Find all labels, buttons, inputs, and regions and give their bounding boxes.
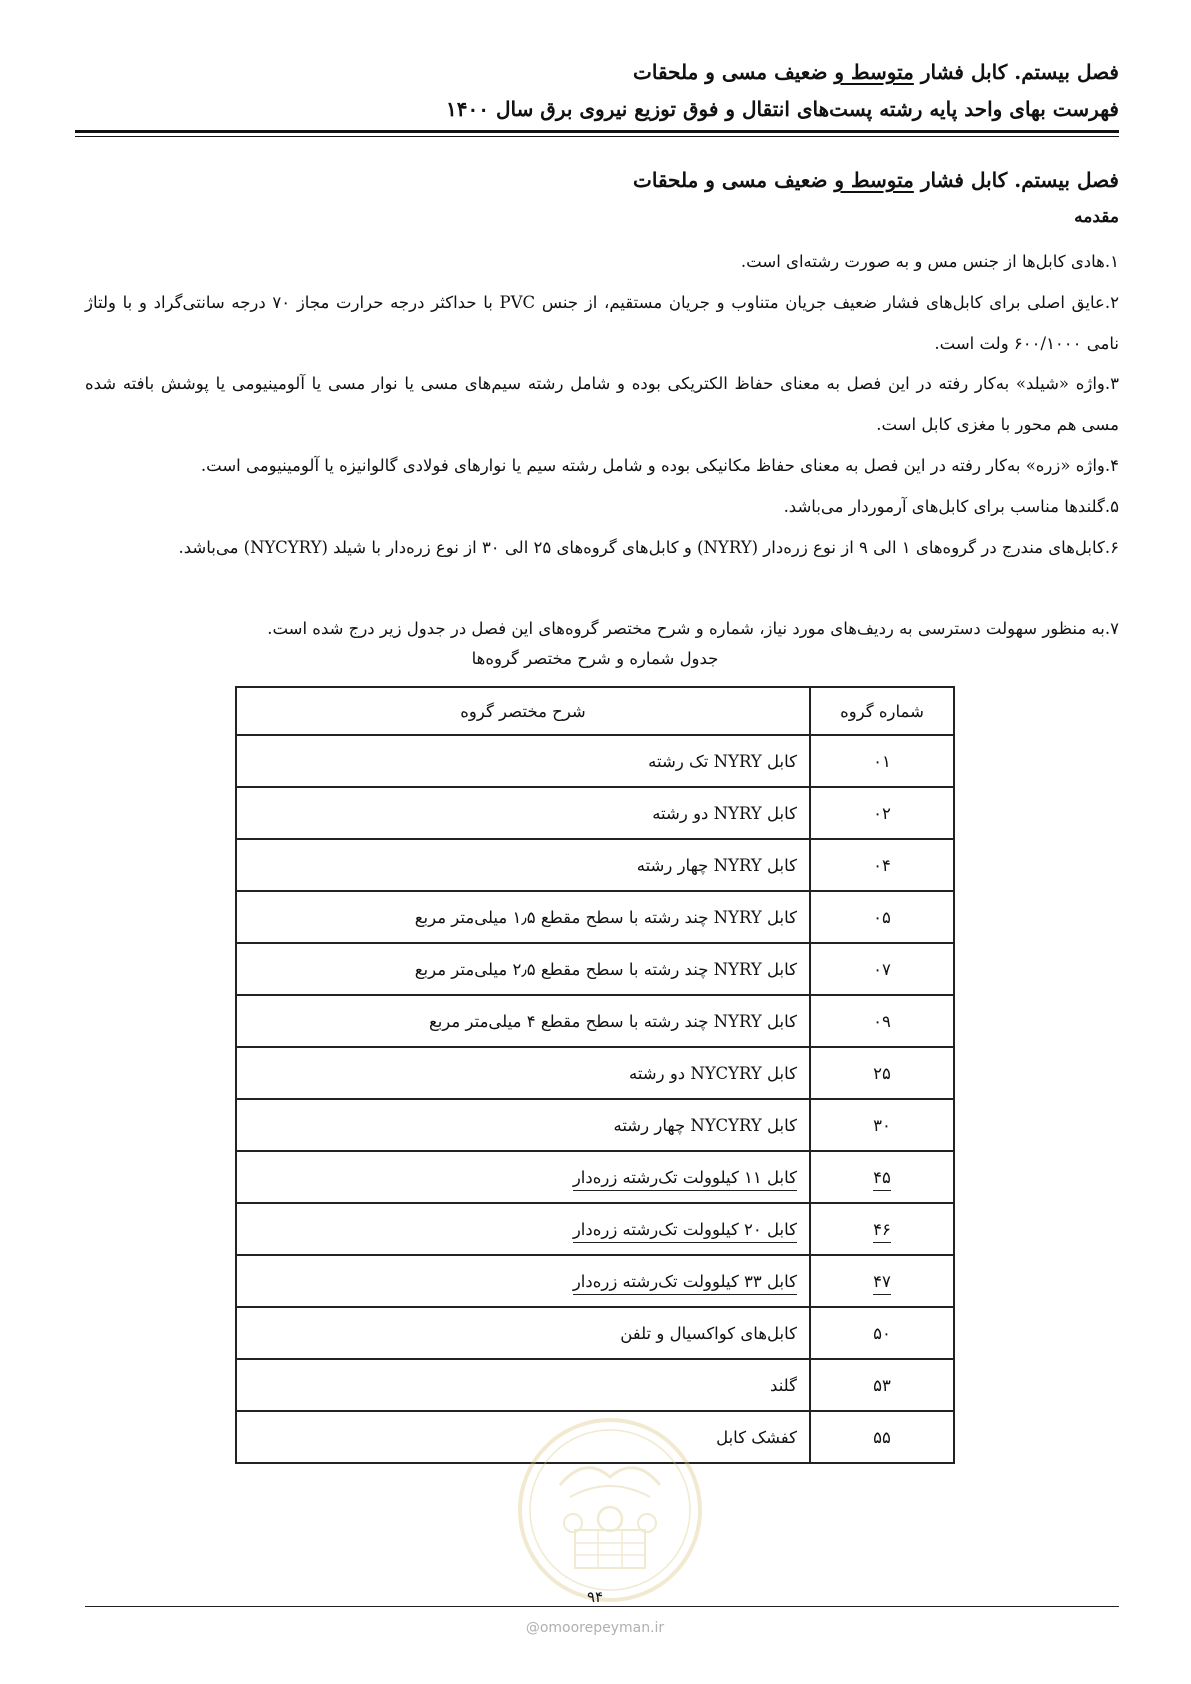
table-row <box>236 891 954 943</box>
omoorepeyman-seal-watermark <box>515 1415 705 1605</box>
running-header-title: فهرست بهای واحد پایه رشته پست‌های انتقال و فوق توزیع نیروی برق سال ۱۴۰۰ <box>446 97 1119 121</box>
paragraph-1: ۱.هادی کابل‌ها از جنس مس و به صورت رشته‌ای است. <box>740 252 1119 271</box>
table-row <box>236 1307 954 1359</box>
paragraph-2: ۲.عایق اصلی برای کابل‌های فشار ضعیف جریان متناوب و جریان مستقیم، از جنس PVC با حداکثر درجه حرارت مجاز ۷۰ درجه سانتی‌گراد و با ولتاژ نامی ۶۰۰/۱۰۰۰ ولت است. <box>85 293 1119 353</box>
group-description: کابل NYRY چند رشته با سطح مقطع ۱٫۵ میلی‌متر مربع <box>236 891 810 943</box>
group-description: کابل ۱۱ کیلوولت تک‌رشته زره‌دار <box>573 1168 797 1191</box>
running-header-chapter: فصل بیستم. کابل فشار متوسط و ضعیف مسی و ملحقات <box>633 60 1119 84</box>
group-number: ۰۹ <box>810 995 954 1047</box>
group-number: ۰۱ <box>810 735 954 787</box>
table-row <box>236 787 954 839</box>
group-description: کابل ۳۳ کیلوولت تک‌رشته زره‌دار <box>573 1272 797 1295</box>
page-number: ۹۴ <box>586 1588 604 1606</box>
table-row <box>236 1359 954 1411</box>
table-row <box>236 1203 954 1255</box>
group-number: ۰۴ <box>810 839 954 891</box>
group-number: ۴۷ <box>873 1272 891 1295</box>
table-row <box>236 995 954 1047</box>
group-description: گلند <box>236 1359 810 1411</box>
table-row <box>236 1099 954 1151</box>
paragraph-4: ۴.واژه «زره» به‌کار رفته در این فصل به معنای حفاظ مکانیکی بوده و شامل رشته سیم یا نوارهای فولادی گالوانیزه یا آلومینیومی است. <box>200 456 1119 475</box>
group-number: ۵۵ <box>810 1411 954 1463</box>
table-header-row <box>236 687 954 735</box>
header-group-description: شرح مختصر گروه <box>236 687 810 735</box>
group-number: ۴۶ <box>873 1220 891 1243</box>
group-table <box>235 686 955 1464</box>
group-number: ۲۵ <box>810 1047 954 1099</box>
group-description: کفشک کابل <box>236 1411 810 1463</box>
group-number: ۰۲ <box>810 787 954 839</box>
website-watermark: @omoorepeyman.ir <box>525 1620 665 1636</box>
paragraph-3: ۳.واژه «شیلد» به‌کار رفته در این فصل به معنای حفاظ الکتریکی بوده و شامل رشته سیم‌های مسی یا نوار مسی یا آلومینیومی یا پوشش بافته شده مسی هم محور با مغزی کابل است. <box>85 374 1119 434</box>
group-description: کابل NYCYRY دو رشته <box>236 1047 810 1099</box>
group-description: کابل NYRY چند رشته با سطح مقطع ۴ میلی‌متر مربع <box>236 995 810 1047</box>
group-description: کابل ۲۰ کیلوولت تک‌رشته زره‌دار <box>573 1220 797 1243</box>
footer-rule <box>85 1606 1119 1607</box>
group-description: کابل NYRY چهار رشته <box>236 839 810 891</box>
group-number: ۳۰ <box>810 1099 954 1151</box>
header-rule-thin <box>75 136 1119 137</box>
table-row <box>236 1151 954 1203</box>
header-rule-thick <box>75 130 1119 133</box>
group-number: ۵۳ <box>810 1359 954 1411</box>
table-caption: جدول شماره و شرح مختصر گروه‌ها <box>471 649 719 668</box>
table-row <box>236 839 954 891</box>
chapter-title: فصل بیستم. کابل فشار متوسط و ضعیف مسی و ملحقات <box>633 168 1119 192</box>
paragraph-6: ۶.کابل‌های مندرج در گروه‌های ۱ الی ۹ از نوع زره‌دار (NYRY) و کابل‌های گروه‌های ۲۵ الی ۳۰ از نوع زره‌دار با شیلد (NYCYRY) می‌باشد. <box>178 538 1119 557</box>
group-description: کابل NYRY چند رشته با سطح مقطع ۲٫۵ میلی‌متر مربع <box>236 943 810 995</box>
table-row <box>236 735 954 787</box>
group-number: ۴۵ <box>873 1168 891 1191</box>
group-description: کابل NYRY تک رشته <box>236 735 810 787</box>
group-description: کابل‌های کواکسیال و تلفن <box>236 1307 810 1359</box>
header-group-number: شماره گروه <box>810 687 954 735</box>
paragraph-5: ۵.گلندها مناسب برای کابل‌های آرموردار می‌باشد. <box>783 497 1119 516</box>
group-number: ۰۵ <box>810 891 954 943</box>
group-number: ۵۰ <box>810 1307 954 1359</box>
group-description: کابل NYCYRY چهار رشته <box>236 1099 810 1151</box>
table-row <box>236 943 954 995</box>
paragraph-7: ۷.به منظور سهولت دسترسی به ردیف‌های مورد نیاز، شماره و شرح مختصر گروه‌های این فصل در جدول زیر درج شده است. <box>267 619 1119 638</box>
table-row <box>236 1255 954 1307</box>
group-number: ۰۷ <box>810 943 954 995</box>
group-description: کابل NYRY دو رشته <box>236 787 810 839</box>
introduction-heading: مقدمه <box>1074 207 1119 227</box>
table-row <box>236 1047 954 1099</box>
